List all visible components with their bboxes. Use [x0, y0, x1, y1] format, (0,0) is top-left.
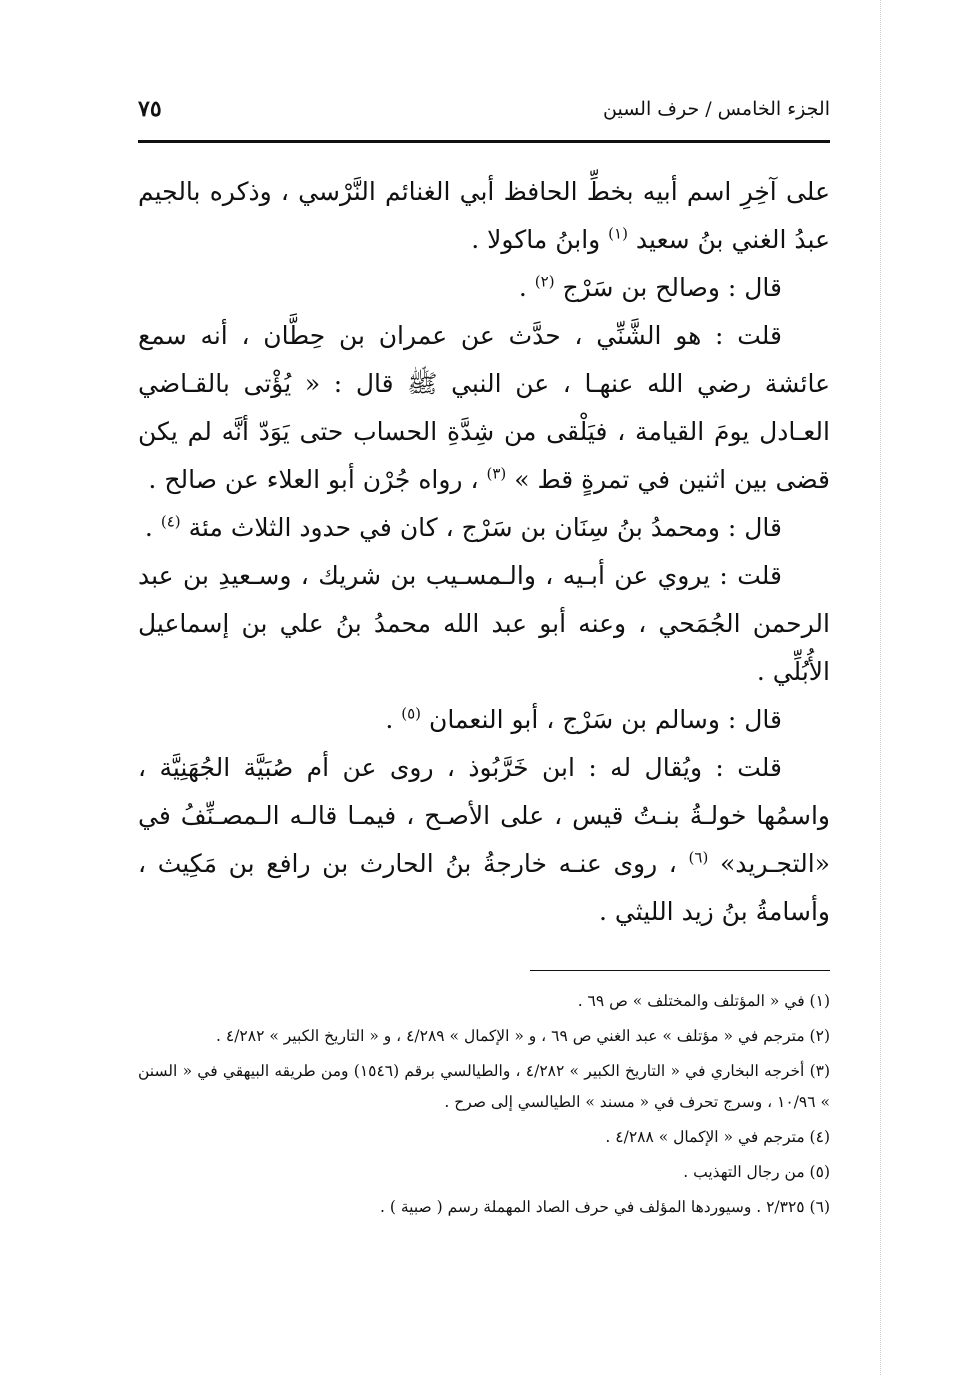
footnote-4: (٤) مترجم في « الإكمال » ٤/٢٨٨ .: [605, 1128, 830, 1146]
paragraph-2: قال : وصالح بن سَرْج $^{(٢)}$ .: [518, 272, 782, 302]
footnote-ref-6[interactable]: (٦): [688, 848, 709, 867]
paragraph-5: قلت : يروي عن أبـيه ، والـمسـيب بن شريك ، وسـعيدِ بن عبد الرحمن الجُمَحي ، وعنه أبو عبد الله محمدُ بنُ علي بن إسماعيل الأُبُلِّي .: [138, 561, 830, 686]
footnote-ref-3[interactable]: (٣): [486, 464, 507, 483]
footnote-ref-1[interactable]: (١): [608, 224, 628, 243]
footnote-2: (٢) مترجم في « مؤتلف » عبد الغني ص ٦٩ ، و « الإكمال » ٤/٢٨٩ ، و « التاريخ الكبير » ٤/٢٨٢ .: [216, 1027, 830, 1045]
footnote-5: (٥) من رجال التهذيب .: [683, 1163, 830, 1181]
main-text: [138, 168, 830, 936]
paragraph-3: قلت : هو الشَّنِّي ، حدَّث عن عمران بن حِطَّان ، أنه سمع عائشة رضي الله عنهـا ، عن النبي ﷺ قال : « يُؤْتى بالقـاضي العـادل يومَ القيامة ، فيَلْقى من شِدَّةِ الحساب حتى يَوَدّ أنَّه لم يكن قضى بين اثنين في تمرةٍ قط » $^{(٣)}$ ، رواه جُرْن أبو العلاء عن صالح .: [138, 321, 830, 494]
page-number: ٧٥: [138, 96, 162, 122]
footnote-ref-2[interactable]: (٢): [534, 272, 555, 291]
footnote-ref-4[interactable]: (٤): [160, 512, 181, 531]
scan-margin-dots: [880, 0, 881, 1375]
footnote-3: (٣) أخرجه البخاري في « التاريخ الكبير » ٤/٢٨٢ ، والطيالسي برقم (١٥٤٦) ومن طريقه البيهقي في « السنن » ١٠/٩٦ ، وسرج تحرف في « مسند » الطيالسي إلى صرح .: [138, 1062, 831, 1111]
paragraph-4: قال : ومحمدُ بنُ سِنَان بن سَرْج ، كان في حدود الثلاث مئة $^{(٤)}$ .: [144, 512, 782, 542]
running-head: الجزء الخامس / حرف السين: [603, 98, 830, 120]
footnote-6: (٦) ٢/٣٢٥ . وسيوردها المؤلف في حرف الصاد المهملة رسم ( صبية ) .: [380, 1198, 830, 1216]
footnote-1: (١) في « المؤتلف والمختلف » ص ٦٩ .: [577, 992, 830, 1010]
footnotes: [138, 986, 830, 1227]
paragraph-1: على آخِرِ اسم أبيه بخطِّ الحافظ أبي الغنائم النَّرْسي ، وذكره بالجيم عبدُ الغني بنُ سعيد $^{(١)}$ وابنُ ماكولا .: [138, 177, 830, 254]
page-header: [138, 96, 830, 136]
footnote-separator: [530, 970, 830, 971]
header-rule: [138, 140, 830, 143]
paragraph-6: قال : وسالم بن سَرْج ، أبو النعمان $^{(٥)}$ .: [385, 704, 782, 734]
paragraph-7: قلت : ويُقال له : ابن خَرَّبُوذ ، روى عن أم صُبَيَّة الجُهَنِيَّة ، واسمُها خولـةُ بنـتُ قيس ، على الأصـح ، فيمـا قالـه الـمصـنِّفُ في «التجـريد» $^{(٦)}$ ، روى عنـه خارجةُ بنُ الحارث بن رافع بن مَكِيث ، وأسامةُ بنُ زيد الليثي .: [138, 753, 830, 926]
footnote-ref-5[interactable]: (٥): [401, 704, 422, 723]
